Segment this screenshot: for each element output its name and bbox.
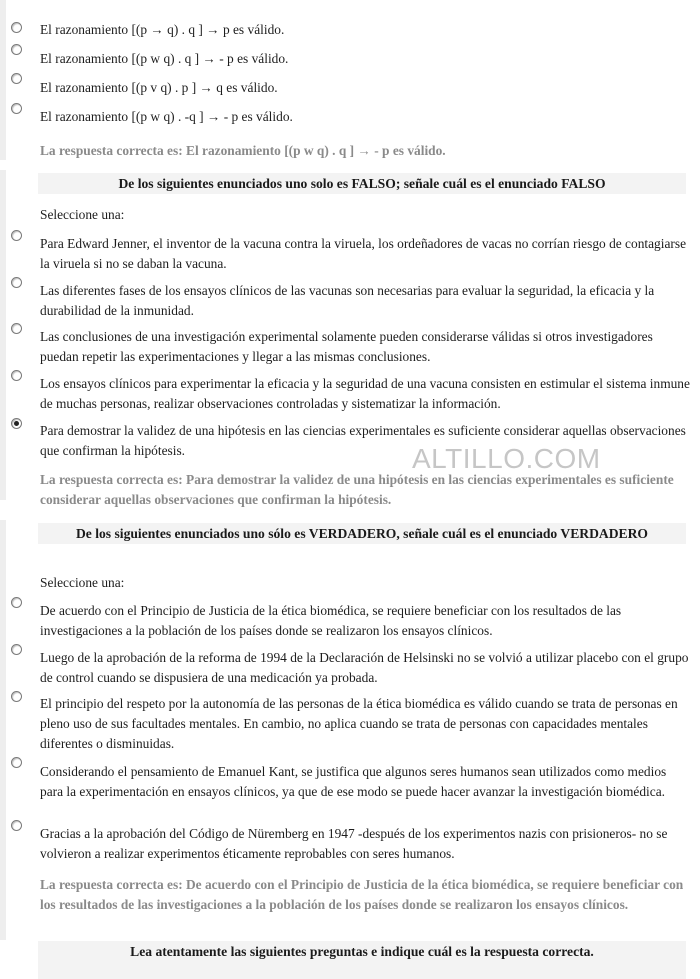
radio-button[interactable] [11, 277, 22, 288]
radio-button[interactable] [11, 820, 22, 831]
q3-select-label: Seleccione una: [40, 575, 125, 590]
q3-option-text: Considerando el pensamiento de Emanuel Kant, se justifica que algunos seres humanos sean utilizados como medios para la experimentación en ensayos clínicos, ya que de ese modo se puede hacer avanzar la investigación biomédica. [40, 764, 667, 799]
radio-button[interactable] [11, 370, 22, 381]
q2-select-label: Seleccione una: [40, 207, 125, 222]
radio-button[interactable] [11, 691, 22, 702]
q2-option-text: Para demostrar la validez de una hipótesis en las ciencias experimentales es suficiente considerar aquellas observaciones que confirman la hipótesis. [40, 423, 686, 458]
watermark-logo: ALTILLO.COM [412, 443, 601, 474]
radio-button[interactable] [11, 757, 22, 768]
radio-button[interactable] [11, 22, 22, 33]
q2-option-text: Para Edward Jenner, el inventor de la vacuna contra la viruela, los ordeñadores de vacas no corrían riesgo de contagiarse la viruela si no se daban la vacuna. [40, 236, 687, 271]
radio-button[interactable] [11, 44, 22, 55]
q2-correct-answer: La respuesta correcta es: Para demostrar la validez de una hipótesis en las ciencias experimentales es suficiente considerar aquellas observaciones que confirman la hipótesis. [40, 472, 674, 507]
q2-option-text: Las diferentes fases de los ensayos clínicos de las vacunas son necesarias para evaluar la seguridad, la eficacia y la durabilidad de la inmunidad. [40, 283, 655, 318]
q3-option-text: De acuerdo con el Principio de Justicia de la ética biomédica, se requiere beneficiar con los resultados de las investigaciones a la población de los países donde se realizaron los ensayos clínicos. [40, 603, 622, 638]
q4-heading: Lea atentamente las siguientes preguntas e indique cuál es la respuesta correcta. [38, 941, 686, 979]
q3-heading: De los siguientes enunciados uno sólo es VERDADERO, señale cuál es el enunciado VERDADERO [38, 523, 686, 544]
q1-option-text: El razonamiento [(p v q) . p ] → q es válido. [40, 80, 278, 95]
q3-option-text: Luego de la aprobación de la reforma de 1994 de la Declaración de Helsinski no se volvió a utilizar placebo con el grupo de control cuando se dispusiera de una medicación ya probada. [40, 650, 689, 685]
q1-option-text: El razonamiento [(p w q) . q ] → - p es válido. [40, 51, 289, 66]
radio-button[interactable] [11, 73, 22, 84]
q1-correct-answer: La respuesta correcta es: El razonamiento [(p w q) . q ] → - p es válido. [40, 143, 446, 158]
q2-option-text: Los ensayos clínicos para experimentar la eficacia y la seguridad de una vacuna consisten en estimular el sistema inmune de muchas personas, realizar observaciones controladas y sistematizar la información. [40, 376, 690, 411]
q1-option-text: El razonamiento [(p w q) . -q ] → - p es válido. [40, 109, 293, 124]
radio-button[interactable] [11, 103, 22, 114]
radio-button-selected[interactable] [11, 418, 22, 429]
left-margin-strip [0, 520, 6, 940]
left-margin-strip [0, 0, 6, 160]
radio-button[interactable] [11, 230, 22, 241]
radio-button[interactable] [11, 323, 22, 334]
q3-option-text: El principio del respeto por la autonomía de las personas de la ética biomédica es válido cuando se trata de personas en pleno uso de sus facultades mentales. En cambio, no aplica cuando se trata de personas con capacidades mentales diferentes o disminuidas. [40, 696, 678, 751]
q1-option-text: El razonamiento [(p → q) . q ] → p es válido. [40, 22, 285, 37]
q2-heading: De los siguientes enunciados uno solo es FALSO; señale cuál es el enunciado FALSO [38, 173, 686, 194]
radio-button[interactable] [11, 597, 22, 608]
q3-option-text: Gracias a la aprobación del Código de Nüremberg en 1947 -después de los experimentos nazis con prisioneros- no se volvieron a realizar experimentos éticamente reprobables con seres humanos. [40, 826, 668, 861]
radio-button[interactable] [11, 644, 22, 655]
q3-correct-answer: La respuesta correcta es: De acuerdo con el Principio de Justicia de la ética biomédica, se requiere beneficiar con los resultados de las investigaciones a la población de los países donde se realizaron los ensayos clínicos. [40, 877, 684, 912]
left-margin-strip [0, 170, 6, 500]
q2-option-text: Las conclusiones de una investigación experimental solamente pueden considerarse válidas si otros investigadores puedan repetir las experimentaciones y llegar a las mismas conclusiones. [40, 329, 653, 364]
